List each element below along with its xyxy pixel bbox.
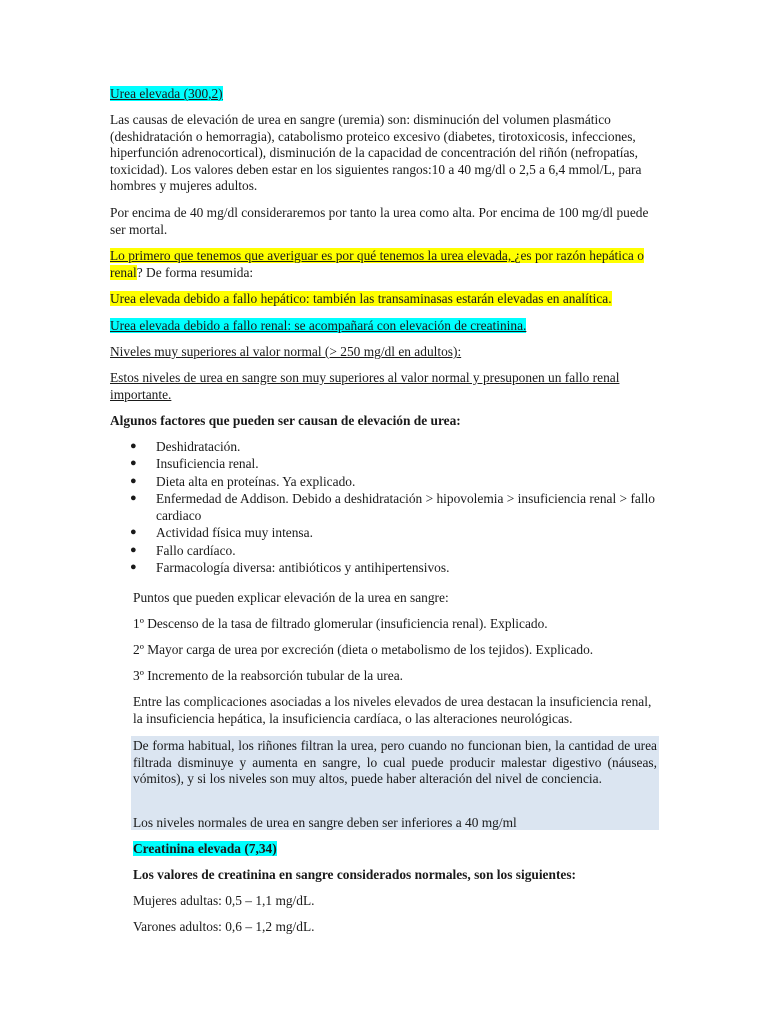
question-highlight-2: ¿es por razón hepática o renal — [110, 248, 644, 280]
list-item-text: Fallo cardíaco. — [156, 542, 236, 558]
renal-text: Urea elevada debido a fallo renal: se acompañará con elevación de creatinina. — [110, 318, 527, 333]
bullet-icon: ● — [130, 440, 137, 452]
bullet-icon: ● — [130, 526, 137, 539]
question-highlight: Lo primero que tenemos que averiguar es por qué tenemos la urea elevada, — [110, 248, 515, 263]
list-item-text: Actividad física muy intensa. — [156, 525, 313, 541]
bullet-icon: ● — [130, 474, 137, 487]
list-item-text: Enfermedad de Addison. Debido a deshidratación > hipovolemia > insuficiencia renal > fallo cardiaco — [156, 490, 655, 524]
list-item — [110, 438, 670, 455]
paragraph-women: Mujeres adultas: 0,5 – 1,1 mg/dL. — [133, 893, 315, 908]
list-item-text: Farmacología diversa: antibióticos y antihipertensivos. — [156, 560, 450, 576]
paragraph-points: Puntos que pueden explicar elevación de la urea en sangre: — [133, 590, 449, 605]
bullet-icon: ● — [130, 491, 137, 504]
paragraph-levels: Niveles muy superiores al valor normal (> 250 mg/dl en adultos): — [110, 344, 462, 359]
heading-creatinine — [133, 841, 277, 858]
list-item — [110, 559, 670, 576]
paragraph-levels-desc: Estos niveles de urea en sangre son muy superiores al valor normal y presuponen un fallo renal importante. — [110, 370, 620, 402]
bullet-icon: ● — [130, 561, 137, 574]
list-item — [110, 455, 670, 472]
paragraph-kidneys: De forma habitual, los riñones filtran la urea, pero cuando no funcionan bien, la cantidad de urea filtrada disminuye y aumenta en sangre, lo cual puede producir malestar digestivo (náuseas, vómitos), y si los niveles son muy altos, puede haber alteración del nivel de conciencia. — [133, 738, 657, 787]
list-item-text: Insuficiencia renal. — [156, 456, 259, 472]
paragraph-above-threshold: Por encima de 40 mg/dl consideraremos por tanto la urea como alta. Por encima de 100 mg/dl puede ser mortal. — [110, 205, 649, 237]
heading-urea — [110, 86, 223, 103]
list-item — [110, 490, 670, 525]
question-rest: ? De forma resumida: — [136, 264, 254, 280]
paragraph-complications: Entre las complicaciones asociadas a los niveles elevados de urea destacan la insuficiencia renal, la insuficiencia hepática, la insuficiencia cardíaca, o las alteraciones neurológicas. — [133, 694, 652, 726]
factors-title: Algunos factores que pueden ser causan de elevación de urea: — [110, 413, 461, 428]
paragraph-point-1: 1º Descenso de la tasa de filtrado glomerular (insuficiencia renal). Explicado. — [133, 616, 548, 631]
paragraph-point-2: 2º Mayor carga de urea por excreción (dieta o metabolismo de los tejidos). Explicado. — [133, 642, 594, 657]
paragraph-hepatic — [110, 291, 612, 308]
list-item — [110, 524, 670, 541]
list-item — [110, 542, 670, 559]
paragraph-first-question — [110, 248, 658, 281]
heading-urea-text: Urea elevada (300,2) — [110, 86, 223, 101]
heading-creatinine-text: Creatinina elevada (7,34) — [133, 841, 277, 856]
list-item-text: Dieta alta en proteínas. Ya explicado. — [156, 473, 356, 489]
list-item — [110, 473, 670, 490]
paragraph-normal-levels: Los niveles normales de urea en sangre deben ser inferiores a 40 mg/ml — [133, 815, 517, 830]
paragraph-point-3: 3º Incremento de la reabsorción tubular de la urea. — [133, 668, 403, 683]
paragraph-renal — [110, 318, 526, 335]
bullet-icon: ● — [130, 543, 137, 556]
list-item-text: Deshidratación. — [156, 439, 241, 454]
bullet-icon: ● — [130, 457, 137, 470]
paragraph-causes: Las causas de elevación de urea en sangre (uremia) son: disminución del volumen plasmático (deshidratación o hemorragia), catabolismo proteico excesivo (diabetes, tirotoxicosis, infecciones, hiperfunción adrenocortical), disminución de la capacidad de concentración del riñón (nefropatías, toxicidad). Los valores deben estar en los siguientes rangos:10 a 40 mg/dl o 2,5 a 6,4 mmol/L, para hombres y mujeres adultos. — [110, 112, 642, 194]
creatinine-title: Los valores de creatinina en sangre considerados normales, son los siguientes: — [133, 867, 577, 882]
hepatic-text: Urea elevada debido a fallo hepático: también las transaminasas estarán elevadas en analítica. — [110, 291, 612, 306]
paragraph-men: Varones adultos: 0,6 – 1,2 mg/dL. — [133, 919, 315, 934]
factors-list — [110, 438, 670, 576]
